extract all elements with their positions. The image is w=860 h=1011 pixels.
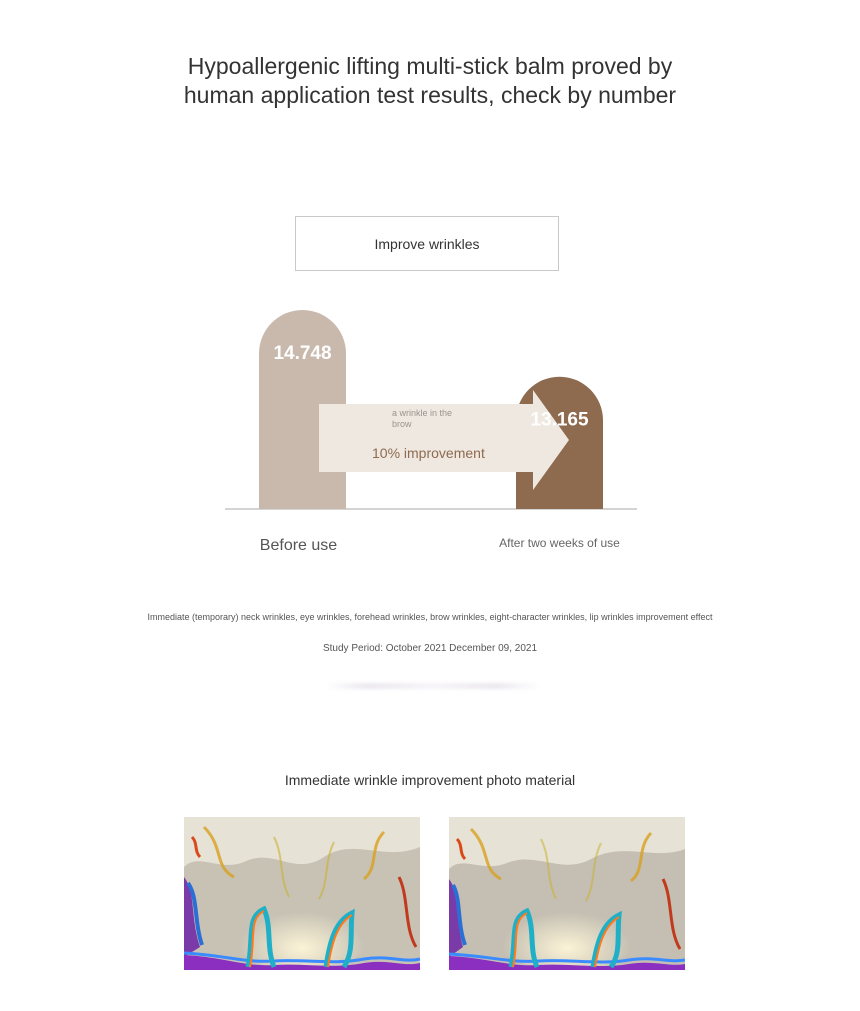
value-label-after: 13.165 [530, 409, 589, 431]
arrow-label: 10% improvement [372, 445, 485, 461]
value-label-before: 14.748 [273, 343, 332, 364]
photo-title: Immediate wrinkle improvement photo material [284, 772, 576, 788]
wrinkle-photo-before [184, 817, 420, 970]
blurred-text-line [325, 683, 540, 689]
arrow-sublabel: a wrinkle in the brow [392, 408, 453, 429]
category-label-after: After two weeks of use [499, 536, 620, 550]
chart-label: Improve wrinkles [374, 235, 480, 252]
category-label-before: Before use [259, 537, 338, 554]
headline-line-1: Hypoallergenic lifting multi-stick balm proved by [187, 53, 673, 79]
effect-note: Immediate (temporary) neck wrinkles, eye wrinkles, forehead wrinkles, brow wrinkles, eight-character wrinkles, lip wrinkles improvement effect [147, 612, 713, 622]
headline-line-2: human application test results, check by number [183, 82, 677, 108]
wrinkle-photo-after [449, 817, 685, 970]
study-period: Study Period: October 2021 December 09, 2021 [322, 643, 538, 654]
